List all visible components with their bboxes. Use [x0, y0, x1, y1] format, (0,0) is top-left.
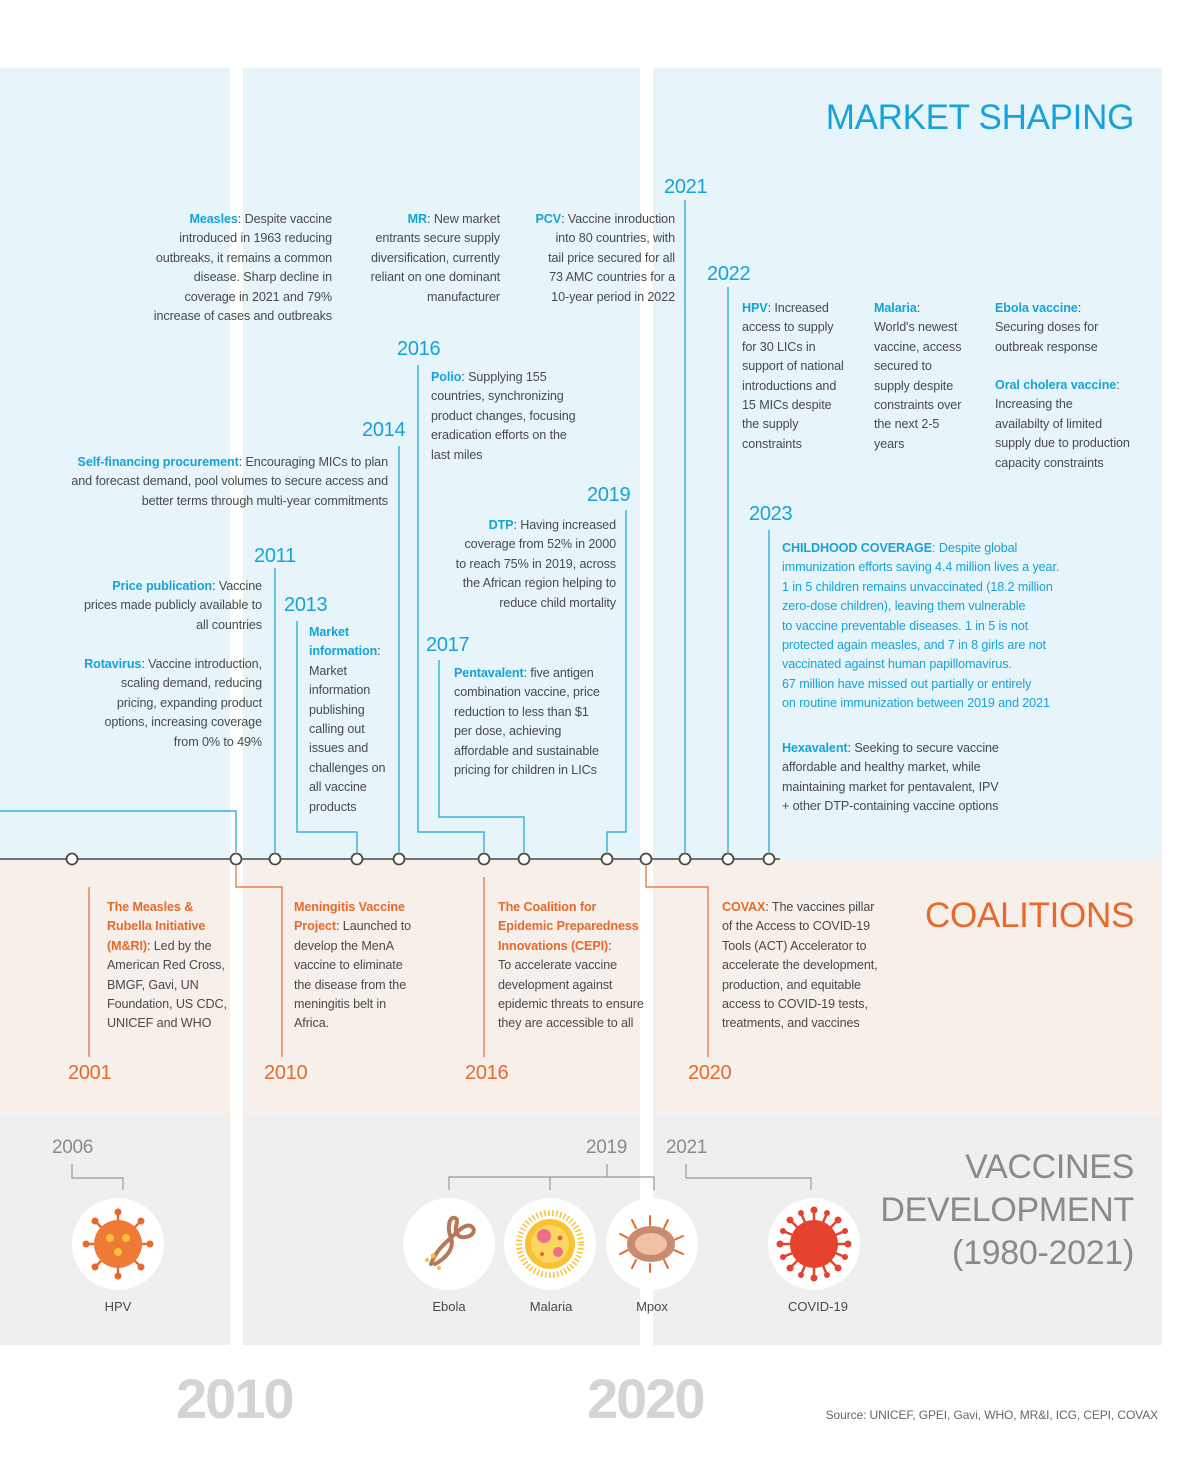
- note-line: introductions and: [742, 378, 837, 393]
- note-line: of the Access to COVID-19: [722, 919, 870, 934]
- note-line: capacity constraints: [995, 455, 1104, 470]
- date-range-title-line: (1980-2021): [952, 1234, 1134, 1272]
- note-line: To accelerate vaccine: [498, 958, 618, 973]
- market-information-heading: information: [309, 644, 378, 659]
- note-line: Market: [309, 663, 347, 678]
- note-line: affordable and healthy market, while: [782, 760, 981, 775]
- year-2021: 2021: [664, 176, 708, 198]
- note-line: information: [309, 683, 371, 698]
- hpv-icon-circle: [72, 1198, 164, 1290]
- note-line: access to supply: [742, 320, 834, 335]
- note-line: disease. Sharp decline in: [193, 270, 332, 285]
- note-line: :: [916, 301, 921, 315]
- mri-coalition-note: [107, 898, 237, 1034]
- year-2017: 2017: [426, 634, 470, 656]
- note-line: combination vaccine, price: [454, 685, 600, 700]
- covid-vaccine-label: COVID-19: [788, 1299, 848, 1314]
- pcv-heading: PCV: [535, 212, 562, 226]
- polio-heading: Polio: [431, 370, 462, 384]
- coalition-year-2010: 2010: [264, 1062, 308, 1084]
- ebola-market-note: [995, 299, 1150, 357]
- note-line: increase of cases and outbreaks: [153, 309, 332, 324]
- covax-heading: COVAX: [722, 900, 766, 914]
- note-line: :: [608, 938, 612, 953]
- price-publication-heading: Price publication: [112, 579, 213, 593]
- measles-heading: Measles: [189, 212, 238, 226]
- note-line: better terms through multi-year commitments: [141, 493, 388, 508]
- cepi-coalition-note: [498, 898, 658, 1034]
- vaccines-title-line: VACCINES: [965, 1148, 1134, 1186]
- note-line: Africa.: [294, 1016, 329, 1031]
- note-line: challenges on: [309, 760, 386, 775]
- note-line: years: [874, 436, 905, 451]
- note-line: vaccine to eliminate: [294, 958, 403, 973]
- note-line: : Led by the: [146, 938, 212, 953]
- note-line: accelerate the development,: [722, 958, 878, 973]
- hpv-market-note: [742, 299, 867, 454]
- note-line: coverage from 52% in 2000: [464, 537, 616, 552]
- note-line: vaccinated against human papillomavirus.: [782, 657, 1012, 672]
- note-line: treatments, and vaccines: [722, 1016, 860, 1031]
- meningitis-coalition-note: [294, 898, 434, 1034]
- note-line: reliant on one dominant: [370, 270, 500, 285]
- note-line: epidemic threats to ensure: [498, 997, 644, 1012]
- note-line: World's newest: [874, 320, 958, 335]
- note-line: + other DTP-containing vaccine options: [782, 799, 999, 814]
- malaria-vaccine-label: Malaria: [529, 1299, 573, 1314]
- note-line: manufacturer: [427, 289, 500, 304]
- mri-heading: (M&RI): [107, 938, 147, 953]
- note-line: secured to: [874, 359, 932, 374]
- note-line: constraints over: [874, 398, 962, 413]
- note-line: BMGF, Gavi, UN: [107, 977, 199, 992]
- mr-note: [340, 210, 500, 307]
- polio-note: [431, 368, 601, 465]
- hpv-virus-icon: [72, 1198, 164, 1290]
- note-line: Tools (ACT) Accelerator to: [722, 938, 867, 953]
- note-line: to vaccine preventable diseases. 1 in 5 is not: [782, 618, 1029, 633]
- meningitis-heading: Project: [294, 919, 336, 934]
- note-line: : Having increased: [513, 518, 616, 532]
- note-line: supply due to production: [995, 436, 1130, 451]
- malaria-icon-circle: [504, 1198, 596, 1290]
- year-2011: 2011: [254, 545, 296, 567]
- note-line: development against: [498, 977, 613, 992]
- malaria-market-note: [874, 299, 986, 454]
- pcv-note: [505, 210, 675, 307]
- note-line: affordable and sustainable: [454, 743, 599, 758]
- mpox-vaccine-label: Mpox: [636, 1299, 668, 1314]
- dtp-heading: DTP: [488, 518, 514, 532]
- note-line: prices made publicly available to: [83, 598, 262, 613]
- year-2016: 2016: [397, 338, 441, 360]
- note-line: : The vaccines pillar: [765, 900, 875, 914]
- hexavalent-note: [782, 739, 1122, 817]
- note-line: from 0% to 49%: [173, 734, 262, 749]
- ebola-icon-circle: [403, 1198, 495, 1290]
- note-line: : Supplying 155: [461, 370, 547, 384]
- note-line: UNICEF and WHO: [107, 1016, 212, 1031]
- ebola-virus-icon: [403, 1198, 495, 1290]
- covid-icon-circle: [768, 1198, 860, 1290]
- note-line: to reach 75% in 2019, across: [455, 556, 616, 571]
- note-line: all vaccine: [309, 780, 367, 795]
- cholera-heading: Oral cholera vaccine: [995, 378, 1117, 392]
- market-shaping-title: MARKET SHAPING: [825, 98, 1134, 137]
- self-financing-note: [40, 453, 388, 511]
- note-line: 15 MICs despite: [742, 398, 832, 413]
- covax-coalition-note: [722, 898, 897, 1034]
- note-line: options, increasing coverage: [104, 715, 262, 730]
- market-information-note: [309, 623, 397, 817]
- note-line: scaling demand, reducing: [120, 676, 262, 691]
- cepi-heading: Innovations (CEPI): [498, 938, 609, 953]
- source-note: Source: UNICEF, GPEI, Gavi, WHO, MR&I, ICG, CEPI, COVAX: [825, 1408, 1158, 1422]
- note-line: Foundation, US CDC,: [107, 997, 227, 1012]
- note-line: constraints: [742, 436, 802, 451]
- note-line: and forecast demand, pool volumes to secure access and: [71, 474, 388, 489]
- note-line: the next 2-5: [874, 417, 940, 432]
- note-line: 67 million have missed out partially or entirely: [782, 676, 1032, 691]
- pentavalent-heading: Pentavalent: [454, 666, 524, 680]
- decade-label-2020: 2020: [587, 1367, 704, 1430]
- mri-heading: The Measles &: [107, 900, 194, 914]
- ebola-vaccine-label: Ebola: [432, 1299, 466, 1314]
- note-line: pricing for children in LICs: [454, 763, 597, 778]
- note-line: vaccine, access: [874, 339, 962, 354]
- note-line: they are accessible to all: [498, 1016, 634, 1031]
- note-line: reduction to less than $1: [454, 704, 589, 719]
- hpv-vaccine-label: HPV: [104, 1299, 132, 1314]
- note-line: 10-year period in 2022: [551, 289, 675, 304]
- vaccines-development-title: [880, 1146, 1134, 1275]
- note-line: introduced in 1963 reducing: [179, 231, 332, 246]
- hexavalent-heading: Hexavalent: [782, 741, 848, 755]
- note-line: protected again measles, and 7 in 8 girls are not: [782, 638, 1046, 653]
- rotavirus-heading: Rotavirus: [84, 657, 142, 671]
- note-line: supply despite: [874, 378, 954, 393]
- note-line: : five antigen: [523, 666, 594, 680]
- note-line: 1 in 5 children remains unvaccinated (18.2 million: [782, 579, 1053, 594]
- cholera-market-note: [995, 376, 1155, 473]
- note-line: Securing doses for: [995, 320, 1099, 335]
- mri-heading: Rubella Initiative: [107, 919, 206, 934]
- note-line: outbreak response: [995, 339, 1098, 354]
- note-line: :: [1077, 301, 1082, 315]
- mr-heading: MR: [407, 212, 428, 226]
- note-line: develop the MenA: [294, 938, 394, 953]
- pentavalent-note: [454, 664, 629, 780]
- note-line: : Encouraging MICs to plan: [238, 455, 388, 469]
- meningitis-heading: Meningitis Vaccine: [294, 900, 405, 914]
- hpv-heading: HPV: [742, 301, 768, 315]
- malaria-heading: Malaria: [874, 301, 917, 315]
- vaccine-year-2021: 2021: [666, 1137, 708, 1158]
- covid-virus-icon: [768, 1198, 860, 1290]
- note-line: : Vaccine inroduction: [561, 212, 675, 226]
- coalition-year-2020: 2020: [688, 1062, 732, 1084]
- note-line: countries, synchronizing: [431, 389, 564, 404]
- note-line: immunization efforts saving 4.4 million lives a year.: [782, 560, 1060, 575]
- note-line: : Increased: [767, 301, 829, 315]
- note-line: American Red Cross,: [107, 958, 225, 973]
- note-line: products: [309, 799, 357, 814]
- note-line: calling out: [309, 722, 365, 737]
- note-line: into 80 countries, with: [555, 231, 675, 246]
- note-line: availabilty of limited: [995, 416, 1102, 431]
- note-line: the supply: [742, 417, 799, 432]
- decade-label-2010: 2010: [176, 1367, 293, 1430]
- note-line: coverage in 2021 and 79%: [184, 289, 332, 304]
- note-line: entrants secure supply: [375, 231, 500, 246]
- note-line: for 30 LICs in: [742, 339, 816, 354]
- note-line: last miles: [431, 447, 483, 462]
- note-line: 73 AMC countries for a: [549, 270, 675, 285]
- note-line: meningitis belt in: [294, 997, 387, 1012]
- coalition-year-2001: 2001: [68, 1062, 112, 1084]
- note-line: :: [377, 644, 381, 659]
- note-line: issues and: [309, 741, 369, 756]
- note-line: eradication efforts on the: [431, 428, 567, 443]
- year-2023: 2023: [749, 503, 793, 525]
- cepi-heading: The Coalition for: [498, 900, 597, 914]
- market-information-heading: Market: [309, 625, 349, 639]
- note-line: : New market: [427, 212, 500, 226]
- note-line: the African region helping to: [462, 576, 616, 591]
- dtp-note: [436, 516, 616, 613]
- note-line: : Vaccine: [212, 579, 262, 593]
- note-line: : Despite vaccine: [237, 212, 332, 226]
- coalition-year-2016: 2016: [465, 1062, 509, 1084]
- note-line: :: [1116, 378, 1120, 392]
- vaccine-year-2006: 2006: [52, 1137, 94, 1158]
- year-2022: 2022: [707, 263, 751, 285]
- note-line: the disease from the: [294, 977, 407, 992]
- self-financing-heading: Self-financing procurement: [77, 455, 239, 469]
- price-publication-note: [60, 577, 262, 635]
- note-line: : Launched to: [336, 919, 412, 934]
- cepi-heading: Epidemic Preparedness: [498, 919, 639, 934]
- note-line: tail price secured for all: [548, 250, 675, 265]
- note-line: reduce child mortality: [499, 595, 616, 610]
- malaria-parasite-icon: [504, 1198, 596, 1290]
- note-line: production, and equitable: [722, 977, 861, 992]
- rotavirus-note: [60, 655, 262, 752]
- note-line: : Despite global: [932, 541, 1018, 555]
- childhood-coverage-heading: CHILDHOOD COVERAGE: [782, 541, 933, 555]
- note-line: : Seeking to secure vaccine: [847, 741, 999, 755]
- note-line: maintaining market for pentavalent, IPV: [782, 779, 999, 794]
- year-2014: 2014: [362, 419, 406, 441]
- coalitions-title: COALITIONS: [925, 896, 1134, 935]
- note-line: zero-dose children), leaving them vulnerable: [782, 599, 1026, 614]
- note-line: all countries: [196, 617, 262, 632]
- measles-note: [132, 210, 332, 326]
- year-2019: 2019: [587, 484, 631, 506]
- note-line: pricing, expanding product: [116, 695, 262, 710]
- mpox-virus-icon: [606, 1198, 698, 1290]
- mpox-icon-circle: [606, 1198, 698, 1290]
- note-line: support of national: [742, 359, 844, 374]
- note-line: per dose, achieving: [454, 724, 562, 739]
- note-line: publishing: [309, 702, 365, 717]
- note-line: Increasing the: [995, 397, 1073, 412]
- note-line: product changes, focusing: [431, 408, 576, 423]
- note-line: : Vaccine introduction,: [141, 657, 262, 671]
- childhood-coverage-note: [782, 539, 1122, 714]
- note-line: access to COVID-19 tests,: [722, 997, 868, 1012]
- note-line: diversification, currently: [371, 250, 500, 265]
- year-2013: 2013: [284, 594, 328, 616]
- ebola-heading: Ebola vaccine: [995, 301, 1078, 315]
- vaccine-year-2019: 2019: [586, 1137, 628, 1158]
- note-line: outbreaks, it remains a common: [155, 250, 332, 265]
- development-title-line: DEVELOPMENT: [880, 1191, 1134, 1229]
- note-line: on routine immunization between 2019 and 2021: [782, 696, 1050, 711]
